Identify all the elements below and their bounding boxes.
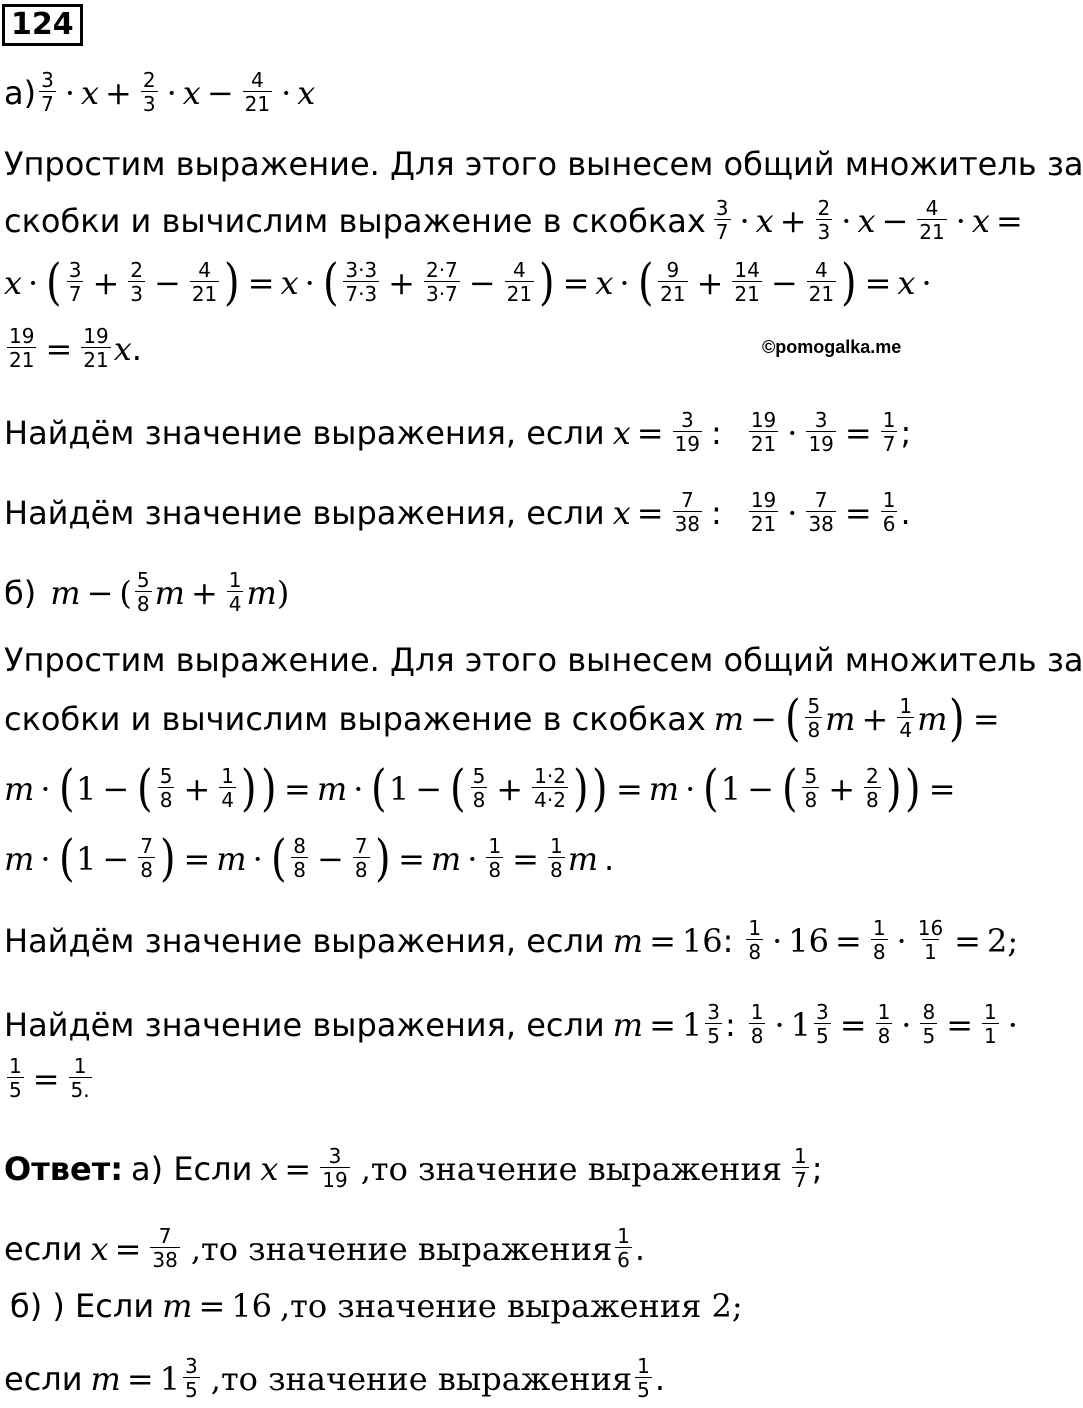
part-b-derivation-2: m · ( 1 − $\frac{7}{8}$ ) = m · ( 8 8 − $\frac{7}{8}$ ) = m · $\frac{1}{8}$ = $\frac{1}{8}$ m .: [4, 829, 615, 887]
part-b-derivation-1: m · ( 1 − ( 5 8 + $\frac{1}{4}$ ) ) = m · ( 1 − ( 5 8 + $\frac{1\cdot 2}{4\cdot 2}$ ) ) = m · ( 1 − ( 5 8 + $\frac{2}{8}$ ) ) =: [4, 759, 956, 817]
part-b-find-1: Найдём значение выражения, если m = 16 : 1 8 · 16 = $\frac{1}{8}$ · $\frac{16}{1}$ = 2;: [4, 916, 1019, 964]
part-b-find-2-cont: $\frac{1}{5}$ = $\frac{1}{5.}$: [9, 1054, 90, 1102]
answer-b-line-1: б) ) Если m = 16 ,то значение выражения 2;: [10, 1287, 743, 1325]
answer-a-line-2: если x = $\frac{7}{38}$ ,то значение выражения 1 6 .: [4, 1224, 646, 1272]
part-a-label: а): [4, 73, 37, 112]
answer-label: Ответ:: [4, 1149, 124, 1188]
problem-number-box: [2, 4, 83, 46]
part-a-intro-1: Упростим выражение. Для этого вынесем общий множитель за: [4, 145, 1083, 183]
part-a-derivation-2: $\frac{19}{21}$ = $\frac{19}{21}$ x .: [9, 324, 142, 372]
part-b-intro-1: Упростим выражение. Для этого вынесем общий множитель за: [4, 641, 1083, 679]
part-a-expression: а) 3 7 · x + $\frac{2}{3}$ · x − $\frac{4}{21}$ · x: [4, 68, 316, 116]
part-a-intro-2: скобки и вычислим выражение в скобках 3 7 · x + $\frac{2}{3}$ · x − $\frac{4}{21}$ · x =: [4, 196, 1023, 244]
part-b-find-2: Найдём значение выражения, если m = 1 3 5 : 1 8 · 1 $\frac{3}{5}$ = $\frac{1}{8}$ · $\frac{8}{5}$ = $\frac{1}{1}$ ·: [4, 1000, 1018, 1048]
answer-b-line-2: если m = 1 3 5 ,то значение выражения 1 5 .: [4, 1354, 665, 1402]
part-b-expression: б) m − ( 5 8 m + $\frac{1}{4}$ m ): [4, 568, 290, 616]
answer-a-line-1: Ответ: а) Если x = $\frac{3}{19}$ ,то значение выражения 1 7 ;: [4, 1144, 823, 1192]
watermark: ©pomogalka.me: [762, 337, 902, 357]
problem-number: 124: [11, 7, 74, 42]
part-a-find-2: Найдём значение выражения, если x = $\frac{7}{38}$ : 19 21 · $\frac{7}{38}$ = $\frac{1}{6}$ .: [4, 488, 911, 536]
part-b-label: б): [4, 573, 37, 612]
part-b-intro-2: скобки и вычислим выражение в скобках m − ( 5 8 m + $\frac{1}{4}$ m ) =: [4, 689, 1000, 747]
part-a-find-1: Найдём значение выражения, если x = $\frac{3}{19}$ : 19 21 · $\frac{3}{19}$ = $\frac{1}{7}$ ;: [4, 408, 912, 456]
part-a-derivation-1: x · ( 3 7 + $\frac{2}{3}$ − $\frac{4}{21}$ ) = x · ( 3·3 7·3 + $\frac{2\cdot 7}{3\cdot 7}$ − $\frac{4}{21}$ ) = x · ( 9 21 + $\frac{14}{21}$ − $\frac{4}{21}$ ) = x ·: [4, 253, 932, 311]
